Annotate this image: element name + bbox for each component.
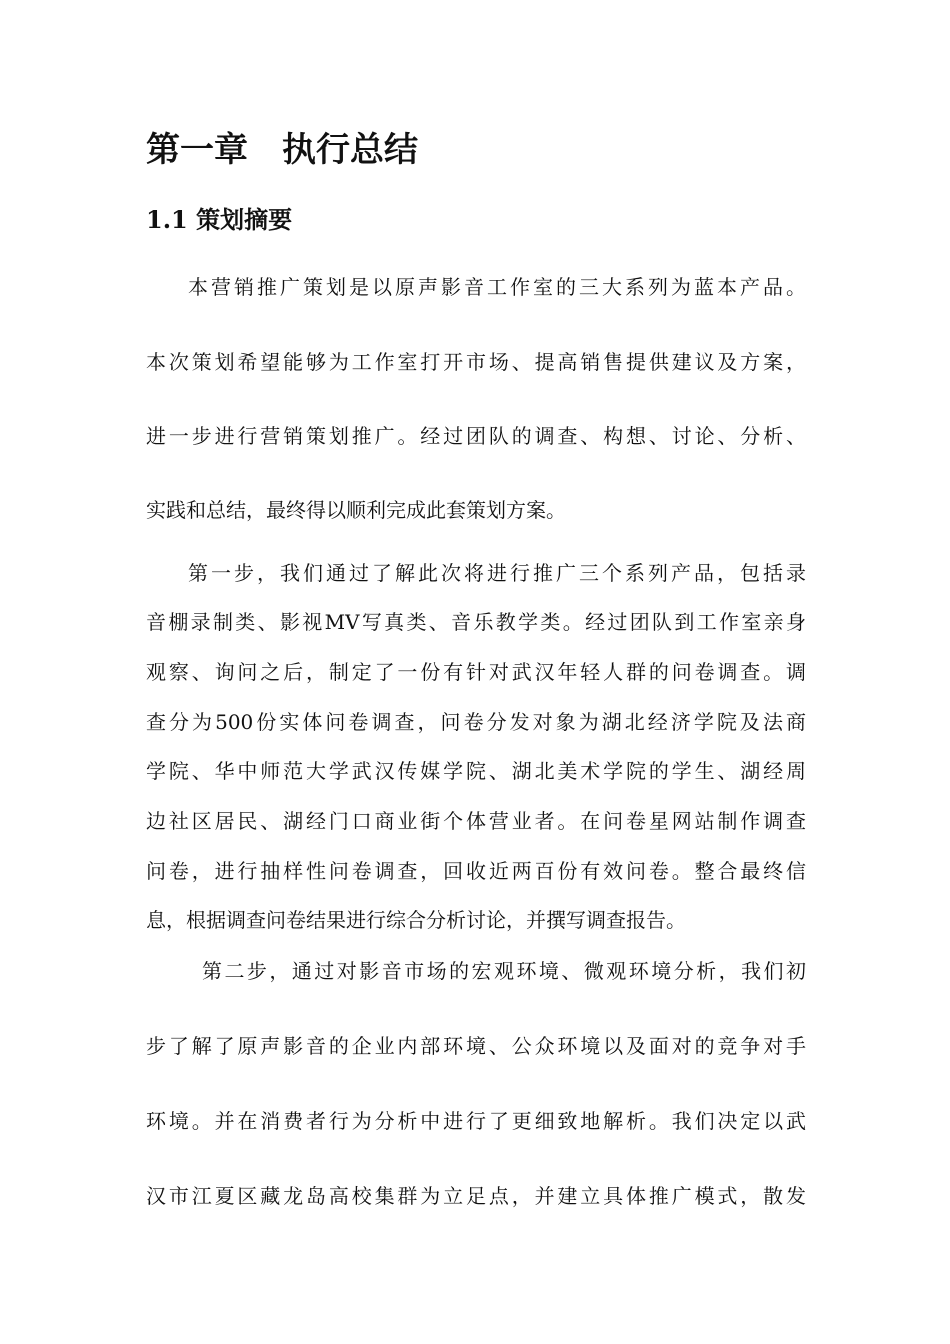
paragraph-2-line-7: 问卷，进行抽样性问卷调查，回收近两百份有效问卷。整合最终信 [146, 859, 806, 883]
paragraph-2-line-3: 观察、询问之后，制定了一份有针对武汉年轻人群的问卷调查。调 [146, 660, 806, 684]
paragraph-2-line-5: 学院、华中师范大学武汉传媒学院、湖北美术学院的学生、湖经周 [146, 759, 806, 783]
paragraph-1-line-2: 本次策划希望能够为工作室打开市场、提高销售提供建议及方案， [146, 350, 806, 374]
paragraph-1-line-4: 实践和总结，最终得以顺利完成此套策划方案。 [146, 498, 566, 522]
paragraph-2-line-6: 边社区居民、湖经门口商业街个体营业者。在问卷星网站制作调查 [146, 809, 806, 833]
paragraph-1-line-3: 进一步进行营销策划推广。经过团队的调查、构想、讨论、分析、 [146, 424, 806, 448]
section-title: 1.1 策划摘要 [146, 205, 293, 234]
paragraph-3-line-2: 步了解了原声影音的企业内部环境、公众环境以及面对的竞争对手 [146, 1034, 806, 1058]
paragraph-3-line-3: 环境。并在消费者行为分析中进行了更细致地解析。我们决定以武 [146, 1109, 806, 1133]
paragraph-3-line-1: 第二步，通过对影音市场的宏观环境、微观环境分析，我们初 [202, 959, 806, 983]
paragraph-2-line-8: 息，根据调查问卷结果进行综合分析讨论，并撰写调查报告。 [146, 908, 686, 932]
paragraph-3-line-4: 汉市江夏区藏龙岛高校集群为立足点，并建立具体推广模式，散发 [146, 1184, 806, 1208]
paragraph-2-line-1: 第一步，我们通过了解此次将进行推广三个系列产品，包括录 [188, 561, 806, 585]
chapter-title: 第一章 执行总结 [146, 130, 418, 170]
paragraph-2-line-2: 音棚录制类、影视MV写真类、音乐教学类。经过团队到工作室亲身 [146, 610, 806, 634]
paragraph-2-line-4: 查分为500份实体问卷调查，问卷分发对象为湖北经济学院及法商 [146, 710, 806, 734]
paragraph-1-line-1: 本营销推广策划是以原声影音工作室的三大系列为蓝本产品。 [188, 275, 806, 299]
